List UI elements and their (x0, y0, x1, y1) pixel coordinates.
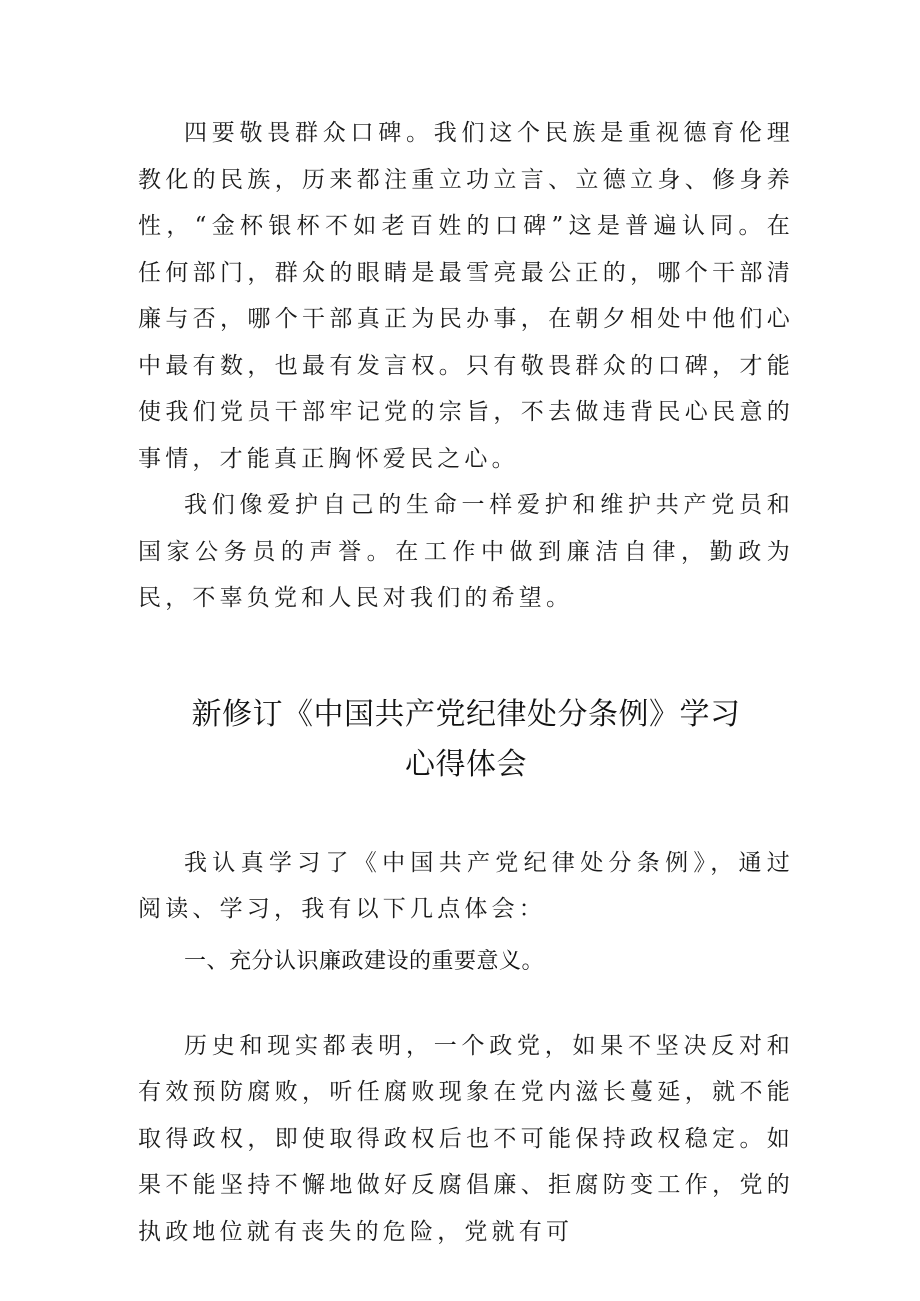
title-line-1: 新修订《中国共产党纪律处分条例》学习 (191, 696, 741, 732)
section-body-1: 历史和现实都表明，一个政党，如果不坚决反对和有效预防腐败，听任腐败现象在党内滋长蔓延，就不能取得政权，即使取得政权后也不可能保持政权稳定。如果不能坚持不懈地做好反腐倡廉、拒腐防变工作，党的执政地位就有丧失的危险，党就有可 (138, 1032, 794, 1245)
document-title (138, 690, 794, 790)
paragraph-respect-public-reputation: 四要敬畏群众口碑。我们这个民族是重视德育伦理教化的民族，历来都注重立功立言、立德立身、修身养性，“金杯银杯不如老百姓的口碑”这是普遍认同。在任何部门，群众的眼睛是最雪亮最公正的，哪个干部清廉与否，哪个干部真正为民办事，在朝夕相处中他们心中最有数，也最有发言权。只有敬畏群众的口碑，才能使我们党员干部牢记党的宗旨，不去做违背民心民意的事情，才能真正胸怀爱民之心。 (138, 120, 794, 472)
title-line-2: 心得体会 (405, 746, 527, 782)
section-heading-1: 一、充分认识廉政建设的重要意义。 (184, 948, 545, 974)
paragraph-protect-reputation: 我们像爱护自己的生命一样爱护和维护共产党员和国家公务员的声誉。在工作中做到廉洁自律，勤政为民，不辜负党和人民对我们的希望。 (138, 492, 794, 611)
document-page (138, 110, 794, 1255)
intro-paragraph: 我认真学习了《中国共产党纪律处分条例》，通过阅读、学习，我有以下几点体会： (138, 849, 794, 922)
